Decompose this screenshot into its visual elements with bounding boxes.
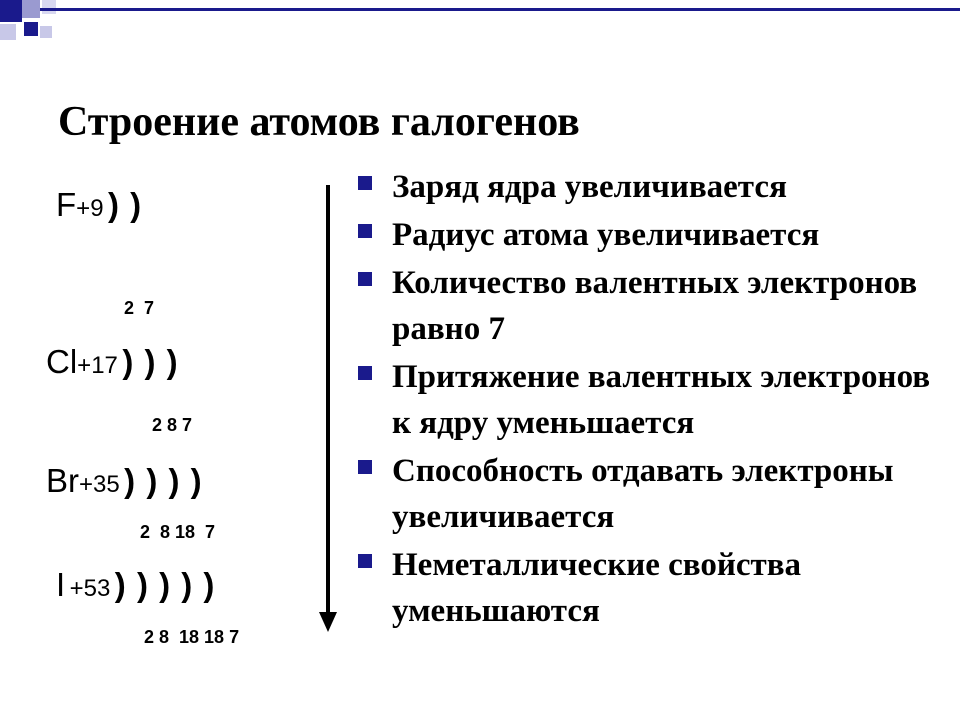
list-item [356, 212, 946, 258]
deco-square [22, 0, 40, 18]
list-item [356, 542, 946, 634]
list-item-text: Количество валентных электронов равно 7 [392, 265, 918, 347]
square-bullet-icon [358, 366, 372, 380]
atom-symbol: Cl [46, 343, 78, 380]
atom-cl [46, 343, 179, 381]
electron-shells: ) ) ) ) [124, 462, 203, 499]
deco-square [0, 0, 22, 22]
electron-config: 2 7 [124, 298, 155, 318]
header-line [40, 8, 960, 11]
deco-square [24, 22, 38, 36]
atom-f [56, 186, 142, 224]
electron-config: 2 8 18 18 7 [144, 627, 240, 647]
atom-charge: +17 [77, 352, 118, 379]
atom-charge: +35 [79, 471, 120, 498]
deco-square [40, 26, 52, 38]
list-item-text: Способность отдавать электроны увеличивается [392, 453, 894, 535]
list-item-text: Притяжение валентных электронов к ядру уменьшается [392, 359, 931, 441]
slide-title: Строение атомов галогенов [58, 99, 580, 145]
atom-br [46, 462, 203, 500]
square-bullet-icon [358, 224, 372, 238]
square-bullet-icon [358, 176, 372, 190]
square-bullet-icon [358, 460, 372, 474]
arrow-down-icon [319, 612, 337, 632]
trend-arrow-line [326, 185, 330, 615]
square-bullet-icon [358, 272, 372, 286]
list-item [356, 448, 946, 540]
atom-i [56, 566, 215, 604]
electron-config: 2 8 18 7 [140, 522, 216, 542]
list-item [356, 164, 946, 210]
deco-square [42, 0, 56, 14]
list-item-text: Заряд ядра увеличивается [392, 169, 787, 205]
list-item-text: Радиус атома увеличивается [392, 217, 820, 253]
atom-symbol: I [56, 566, 66, 603]
atom-symbol: F [56, 186, 77, 223]
list-item [356, 354, 946, 446]
atom-charge: +53 [69, 575, 111, 602]
atom-charge: +9 [76, 195, 104, 222]
property-list [356, 164, 946, 636]
deco-square [0, 24, 16, 40]
list-item-text: Неметаллические свойства уменьшаются [392, 547, 802, 629]
electron-shells: ) ) ) [122, 343, 179, 380]
electron-shells: ) ) ) ) ) [114, 566, 216, 603]
electron-shells: ) ) [108, 186, 143, 223]
square-bullet-icon [358, 554, 372, 568]
electron-config: 2 8 7 [152, 415, 193, 435]
atom-symbol: Br [46, 462, 79, 499]
list-item [356, 260, 946, 352]
